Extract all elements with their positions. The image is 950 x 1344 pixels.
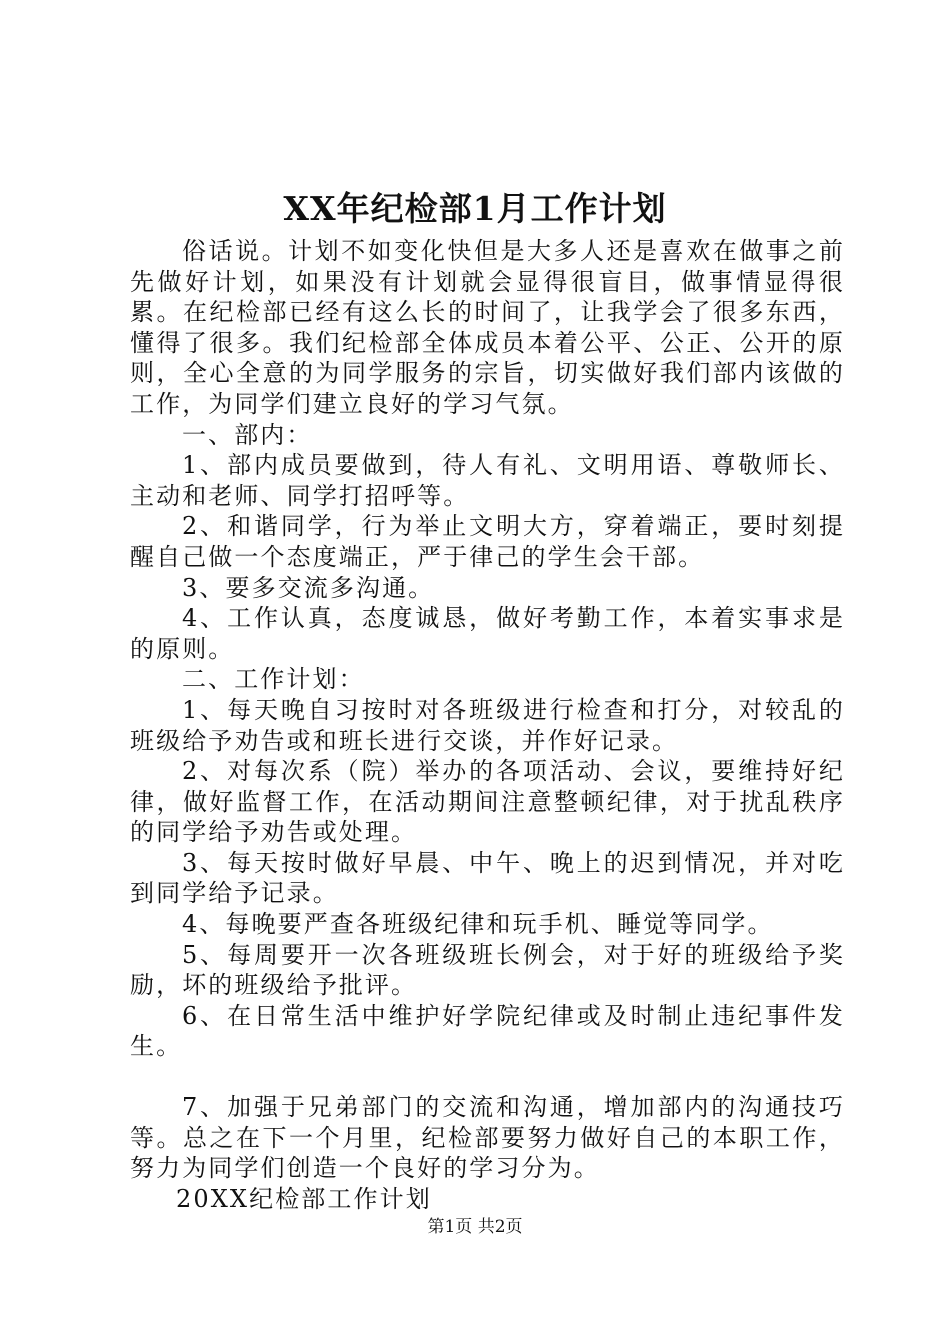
list-item: 2、和谐同学，行为举止文明大方，穿着端正，要时刻提醒自己做一个态度端正，严于律己的学生会干部。 [130, 512, 845, 571]
list-item: 4、每晚要严查各班级纪律和玩手机、睡觉等同学。 [182, 910, 774, 939]
section-heading-department: 一、部内： [182, 420, 313, 449]
list-item: 3、每天按时做好早晨、中午、晚上的迟到情况，并对吃到同学给予记录。 [130, 848, 845, 908]
closing-line: 20XX纪检部工作计划 [176, 1184, 432, 1213]
paragraph-intro: 俗话说。计划不如变化快但是大多人还是喜欢在做事之前先做好计划，如果没有计划就会显得很盲目，做事情显得很累。在纪检部已经有这么长的时间了，让我学会了很多东西，懂得了很多。我们纪检部全体成员本着公平、公正、公开的原则，全心全意的为同学服务的宗旨，切实做好我们部内该做的工作，为同学们建立良好的学习气氛。 [130, 237, 845, 418]
list-item: 3、要多交流多沟通。 [182, 573, 435, 602]
list-item: 6、在日常生活中维护好学院纪律或及时制止违纪事件发生。 [130, 1001, 845, 1061]
document-body [130, 236, 845, 1214]
list-item: 1、每天晚自习按时对各班级进行检查和打分，对较乱的班级给予劝告或和班长进行交谈，并作好记录。 [130, 695, 845, 755]
document-title: XX年纪检部1月工作计划 [283, 189, 667, 228]
list-item: 5、每周要开一次各班级班长例会，对于好的班级给予奖励，坏的班级给予批评。 [130, 940, 845, 1000]
list-item: 4、工作认真，态度诚恳，做好考勤工作，本着实事求是的原则。 [130, 604, 845, 663]
section-heading-work-plan: 二、工作计划： [182, 665, 365, 694]
page-footer: 第1页 共2页 [427, 1217, 523, 1237]
list-item: 2、对每次系（院）举办的各项活动、会议，要维持好纪律，做好监督工作，在活动期间注意整顿纪律，对于扰乱秩序的同学给予劝告或处理。 [130, 757, 845, 847]
list-item: 1、部内成员要做到，待人有礼、文明用语、尊敬师长、主动和老师、同学打招呼等。 [130, 451, 845, 510]
list-item: 7、加强于兄弟部门的交流和沟通，增加部内的沟通技巧等。总之在下一个月里，纪检部要努力做好自己的本职工作，努力为同学们创造一个良好的学习分为。 [130, 1093, 845, 1183]
